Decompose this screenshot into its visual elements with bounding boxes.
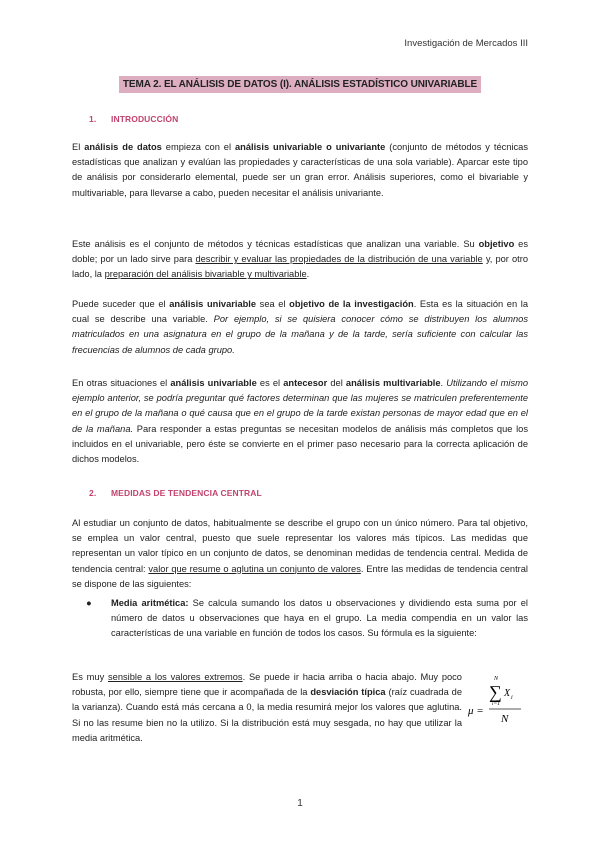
- formula-sub: i: [511, 695, 513, 701]
- mean-formula: [468, 670, 528, 730]
- paragraph-5: Al estudiar un conjunto de datos, habitualmente se describe el grupo con un único número. Para tal objetivo, se emplea un valor central, puesto que suele representar los valores más típicos. Las medidas que representan un valor típico en un conjunto de datos, se denominan medidas de tendencia central. Medida de tendencia central: valor que resume o aglutina un conjunto de valores. Entre las medidas de tendencia central se dispone de las siguientes:: [72, 518, 528, 589]
- formula-lower: i=1: [492, 701, 500, 707]
- formula-denominator: N: [501, 713, 509, 725]
- bullet-text: Media aritmética: Se calcula sumando los datos u observaciones y dividiendo esta suma por el número de datos u observaciones que haya en el grupo. La media compendia en un valor las características de una variable en función de todos los casos. Su fórmula es la siguiente:: [111, 598, 528, 639]
- section-number: 1.: [89, 114, 97, 124]
- section-title: MEDIDAS DE TENDENCIA CENTRAL: [111, 488, 262, 498]
- formula-sigma: ∑: [489, 682, 502, 702]
- section-title: INTRODUCCIÓN: [111, 114, 179, 124]
- section-heading-2: [89, 488, 262, 498]
- bullet-dot-icon: ●: [86, 598, 92, 608]
- page-number: 1: [297, 798, 303, 809]
- paragraph-6: Es muy sensible a los valores extremos. Se puede ir hacia arriba o hacia abajo. Muy poco robusta, por ello, siempre tiene que ir acompañada de la desviación típica (raíz cuadrada de la varianza). Cuando está más cercana a 0, la media resumirá mejor los valores que aglutina. Si no las resume bien no la utilizo. Si la distribución está muy sesgada, no hay que utilizar la media aritmética.: [72, 672, 463, 743]
- formula-xi: X: [504, 688, 511, 699]
- title-wrap: [0, 74, 600, 93]
- formula-upper: N: [494, 676, 499, 682]
- section-heading-1: [89, 114, 178, 124]
- bullet-media-aritmetica: [86, 596, 528, 642]
- header-course: Investigación de Mercados III: [404, 38, 528, 49]
- formula-mu: μ =: [468, 705, 484, 717]
- paragraph-1: El análisis de datos empieza con el análisis univariable o univariante (conjunto de métodos y técnicas estadísticas que analizan y evalúan las propiedades y características de una sola variable). Aparcar este tipo de análisis por considerarlo elemental, puede ser un gran error. Análisis superiores, como el bivariable y multivariable, para llevarse a cabo, pueden necesitar el análisis univariante.: [72, 142, 528, 198]
- document-title: TEMA 2. EL ANÁLISIS DE DATOS (I). ANÁLISIS ESTADÍSTICO UNIVARIABLE: [119, 76, 481, 93]
- section-number: 2.: [89, 488, 97, 498]
- paragraph-3: Puede suceder que el análisis univariable sea el objetivo de la investigación. Esta es la situación en la cual se describe una variable. Por ejemplo, si se quisiera conocer cómo se distribuyen los alumnos matriculados en una asignatura en el grupo de la mañana y de la tarde, sería suficiente con calcular las frecuencias de alumnos de cada grupo.: [72, 299, 528, 355]
- paragraph-2: Este análisis es el conjunto de métodos y técnicas estadísticas que analizan una variable. Su objetivo es doble; por un lado sirve para describir y evaluar las propiedades de la distribución de una variable y, por otro lado, la preparación del análisis bivariable y multivariable.: [72, 239, 529, 280]
- paragraph-4: En otras situaciones el análisis univariable es el antecesor del análisis multivariable. Utilizando el mismo ejemplo anterior, se podría preguntar qué factores determinan que las mujeres se matriculen preferentemente en el grupo de la mañana o qué causa que en el grupo de la tarde existan personas de mayor edad que en el de la mañana. Para responder a estas preguntas se necesitan modelos de análisis más completos que los incluidos en el univariable, pero éste se convierte en el primer paso necesario para la correcta aplicación de dichos modelos.: [72, 378, 529, 465]
